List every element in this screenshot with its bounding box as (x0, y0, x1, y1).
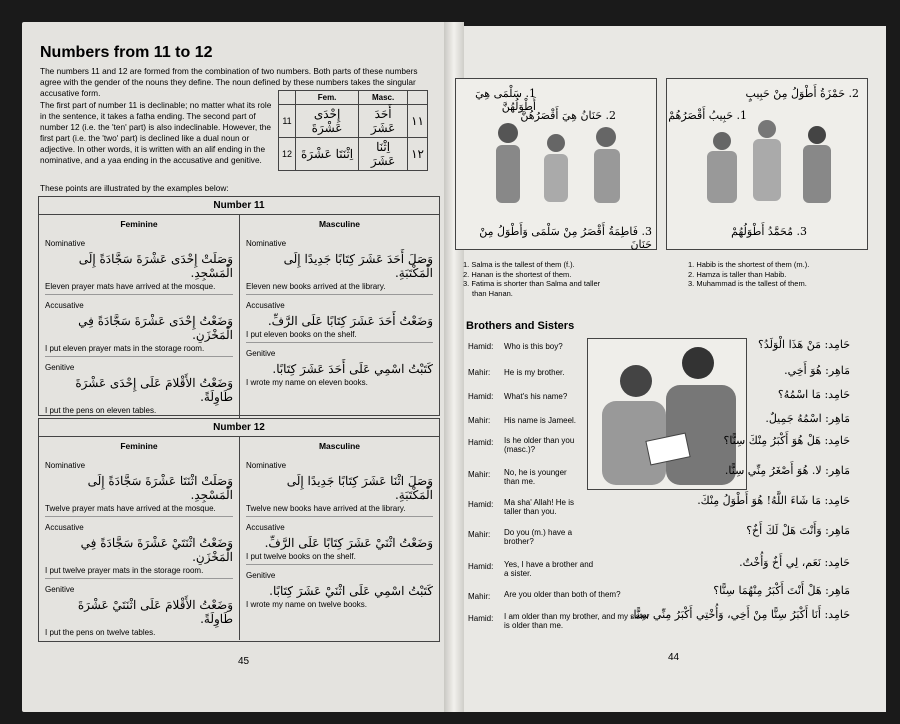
intro-tail: These points are illustrated by the examples below: (40, 183, 229, 193)
feminine-column: Feminine Nominative وَصَلَتْ اثْنَتَا عَشْرَةَ سَجَّادَةً إِلَى الْمَسْجِدِ. Twelve prayer mats have arrived at the mosque. Accusative وَضَعْتُ اثْنَتَيْ عَشْرَةَ سَجَّادَةً فِي الْمَخْزَنِ. I put twelve prayer mats in the storage room. Genitive وَضَعْتُ الأَقْلامَ عَلَى اثْنَتَيْ عَشْرَةَ طَاوِلَةً. I put the pens on twelve tables. (45, 441, 233, 637)
page-number-left: 45 (238, 656, 250, 667)
table-row: 12 اِثْنَتَا عَشْرَةَ اِثْنَا عَشَرَ ١٢ (279, 138, 428, 171)
box-title: Number 12 (39, 419, 439, 437)
caption-right: 1. Habib is the shortest of them (m.). 2. Hamza is taller than Habib. 3. Muhammad is the tallest of them. (688, 260, 810, 288)
girls-figures (456, 119, 656, 239)
number-12-box (38, 418, 440, 642)
numbers-table (278, 90, 428, 171)
section-title: Brothers and Sisters (466, 320, 575, 332)
intro-top: The numbers 11 and 12 are formed from the combination of two numbers. Both parts of these numbers agree with the gender of the nouns they define. The noun defined by these numbers takes the singular accusative form. (40, 66, 418, 98)
table-row: 11 إِحْدَى عَشْرَةَ أَحَدَ عَشَرَ ١١ (279, 105, 428, 138)
page-title: Numbers from 11 to 12 (40, 44, 213, 61)
caption-left: 1. Salma is the tallest of them (f.). 2. Hanan is the shortest of them. 3. Fatima is shorter than Salma and taller than Hanan. (463, 260, 601, 298)
fem-header: Fem. (296, 91, 359, 105)
brothers-figures (588, 339, 746, 489)
boys-illustration: 2. حَمْزَةُ أَطْوَلُ مِنْ حَبِيبٍ 1. حَبِيبُ أَقْصَرُهُمْ 3. مُحَمَّدُ أَطْوَلُهُمْ (666, 78, 868, 250)
masculine-column: Masculine Nominative وَصَلَ اثْنَا عَشَرَ كِتَابًا جَدِيدًا إِلَى الْمَكْتَبَةِ. Twelve new books have arrived at the library. Accusative وَضَعْتُ اثْنَيْ عَشَرَ كِتَابًا عَلَى الرَّفِّ. I put twelve books on the shelf. Genitive كَتَبْتُ اسْمِي عَلَى اثْنَيْ عَشَرَ كِتَابًا. I wrote my name on twelve books. (239, 437, 439, 640)
page-number-right: 44 (668, 652, 680, 663)
feminine-column: Feminine Nominative وَصَلَتْ إِحْدَى عَشْرَةَ سَجَّادَةً إِلَى الْمَسْجِدِ. Eleven prayer mats have arrived at the mosque. Accusative وَضَعْتُ إِحْدَى عَشْرَةَ سَجَّادَةً فِي الْمَخْزَنِ. I put eleven prayer mats in the storage room. Genitive وَضَعْتُ الأَقْلامَ عَلَى إِحْدَى عَشْرَةَ طَاوِلَةً. I put the pens on eleven tables. (45, 219, 233, 415)
box-title: Number 11 (39, 197, 439, 215)
boys-figures (667, 119, 867, 239)
masc-header: Masc. (359, 91, 408, 105)
brothers-illustration (587, 338, 747, 490)
girls-illustration: 1. سَلْمَى هِيَ أَطْوَلُهُنَّ 2. حَنَانُ هِيَ أَقْصَرُهُنَّ 3. فَاطِمَةُ أَقْصَرُ مِنْ سَلْمَى وَأَطْوَلُ مِنْ حَنَانَ (455, 78, 657, 250)
number-11-box (38, 196, 440, 416)
masculine-column: Masculine Nominative وَصَلَ أَحَدَ عَشَرَ كِتَابًا جَدِيدًا إِلَى الْمَكْتَبَةِ. Eleven new books arrived at the library. Accusative وَضَعْتُ أَحَدَ عَشَرَ كِتَابًا عَلَى الرَّفِّ. I put eleven books on the shelf. Genitive كَتَبْتُ اسْمِي عَلَى أَحَدَ عَشَرَ كِتَابًا. I wrote my name on eleven books. (239, 215, 439, 418)
intro-body: The first part of number 11 is declinable; no matter what its role in the sentence, it takes a fatha ending. The second part of number 12 (i.e. the 'ten' part) is also indeclinable. However, the first part (i.e. the 'two' part) is declined like a dual noun or adjective. In other words, it is written with an alif ending in the nominative, and a yaa ending in the accusative and genitive. (40, 100, 272, 165)
